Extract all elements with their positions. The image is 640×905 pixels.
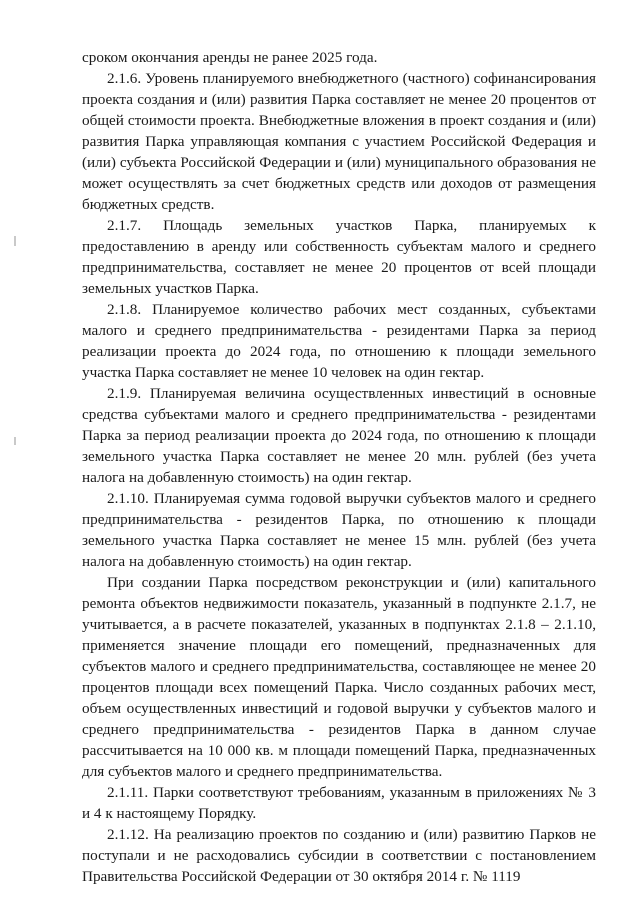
paragraph-2-1-7: 2.1.7. Площадь земельных участков Парка, планируемых к предоставлению в аренду или собственность субъектам малого и среднего предпринимательства, составляет не менее 20 процентов от всей площади земельных участков Парка. [82,217,596,297]
paragraph-2-1-12: 2.1.12. На реализацию проектов по созданию и (или) развитию Парков не поступали и не расходовались субсидии в соответствии с постановлением Правительства Российской Федерации от 30 октября 2014 г. № 1119 [82,826,596,885]
document-page [82,47,596,887]
paragraph-2-1-11: 2.1.11. Парки соответствуют требованиям, указанным в приложениях № 3 и 4 к настоящему Порядку. [82,784,596,822]
paragraph-2-1-8: 2.1.8. Планируемое количество рабочих мест созданных, субъектами малого и среднего предпринимательства - резидентами Парка за период реализации проекта до 2024 года, по отношению к площади земельного участка Парка составляет не менее 10 человек на один гектар. [82,301,596,381]
margin-scan-mark [14,437,16,445]
paragraph-2-1-6: 2.1.6. Уровень планируемого внебюджетного (частного) софинансирования проекта создания и (или) развития Парка составляет не менее 20 процентов от общей стоимости проекта. Внебюджетные вложения в проект создания и (или) развития Парка управляющая компания с участием Российской Федерация и (или) субъекта Российской Федерации и (или) муниципального образования не может осуществлять за счет бюджетных средств или доходов от размещения бюджетных средств. [82,70,596,213]
paragraph-continuation: сроком окончания аренды не ранее 2025 года. [82,49,378,66]
paragraph-reconstruction-note: При создании Парка посредством реконструкции и (или) капитального ремонта объектов недвижимости показатель, указанный в подпункте 2.1.7, не учитывается, а в расчете показателей, указанных в подпунктах 2.1.8 – 2.1.10, применяется значение площади его помещений, предназначенных для субъектов малого и среднего предпринимательства, составляющее не менее 20 процентов площади всех помещений Парка. Число созданных рабочих мест, объем осуществленных инвестиций и годовой выручки у субъектов малого и среднего предпринимательства - резидентов Парка в данном случае рассчитывается на 10 000 кв. м площади помещений Парка, предназначенных для субъектов малого и среднего предпринимательства. [82,574,596,780]
paragraph-2-1-10: 2.1.10. Планируемая сумма годовой выручки субъектов малого и среднего предпринимательства - резидентов Парка, по отношению к площади земельного участка Парка составляет не менее 15 млн. рублей (без учета налога на добавленную стоимость) на один гектар. [82,490,596,570]
margin-scan-mark [14,236,16,246]
paragraph-2-1-9: 2.1.9. Планируемая величина осуществленных инвестиций в основные средства субъектами малого и среднего предпринимательства - резидентами Парка за период реализации проекта до 2024 года, по отношению к площади земельного участка Парка составляет не менее 20 млн. рублей (без учета налога на добавленную стоимость) на один гектар. [82,385,596,486]
